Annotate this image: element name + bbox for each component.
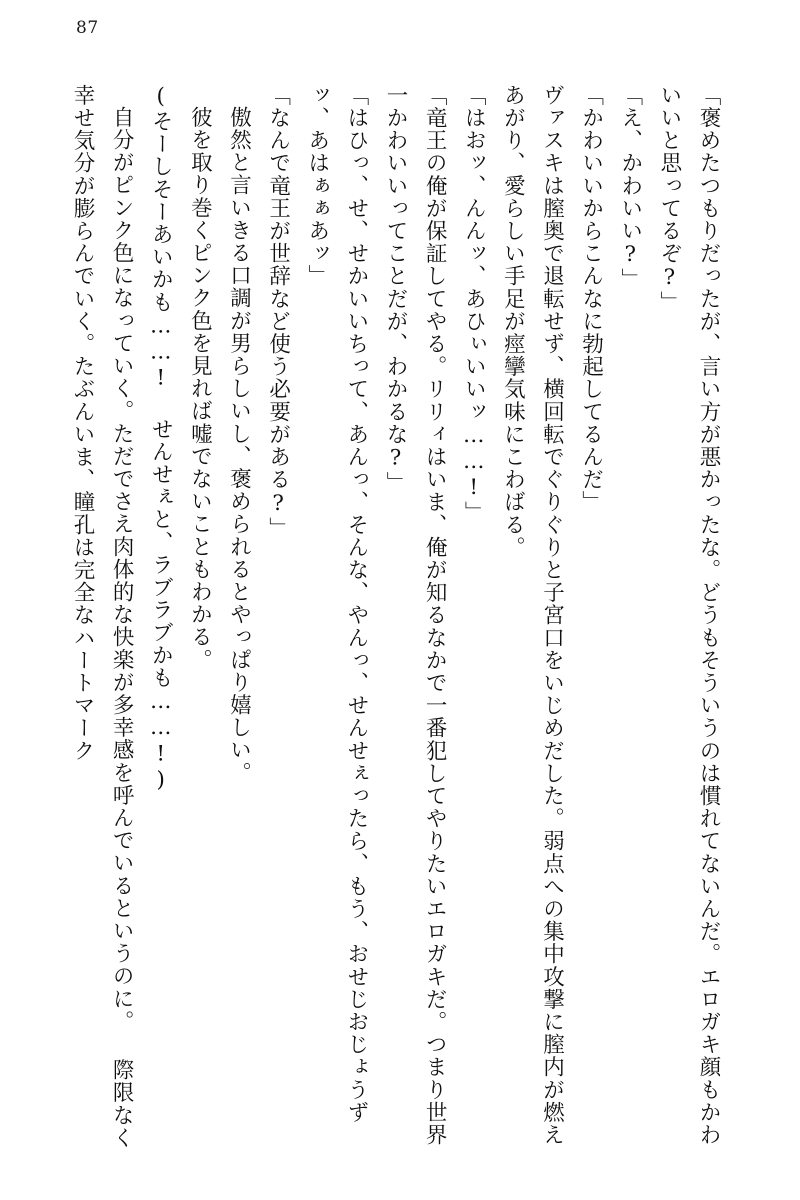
page-number: 87	[76, 18, 99, 38]
paragraph: 「竜王の俺が保証してやる。リリィはいま、俺が知るなかで一番犯してやりたいエロガキだ。つまり世界一かわいいってことだが、わかるな?」	[383, 84, 448, 1147]
page-body-text	[56, 84, 728, 1154]
paragraph: 彼を取り巻くピンク色を見れば嘘でないこともわかる。	[187, 105, 213, 671]
paragraph: 「はおッ、んんッ、あひぃいいッ……!」	[461, 84, 487, 524]
paragraph: 傲然と言いきる口調が男らしいし、褒められるとやっぱり嬉しい。	[226, 105, 252, 784]
paragraph: 「え、かわいい?」	[617, 84, 643, 291]
paragraph: 自分がピンク色になっていく。ただでさえ肉体的な快楽が多幸感を呼んでいるというのに。 際限なく幸せ気分が膨らんでいく。たぶんいま、瞳孔は完全なハートマーク	[70, 84, 135, 1149]
paragraph: 「はひっ、せ、せかいいちって、あんっ、そんな、やんっ、せんせぇったら、もう、おせじおじょうずッ、あはぁぁあッ」	[304, 84, 369, 1124]
paragraph: ヴァスキは膣奥で退転せず、横回転でぐりぐりと子宮口をいじめだした。弱点への集中攻撃に膣内が燃えあがり、愛らしい手足が痙攣気味にこわばる。	[500, 84, 565, 1147]
paragraph: 「褒めたつもりだったが、言い方が悪かったな。どうもそういうのは慣れてないんだ。エロガキ顔もかわいいと思ってるぞ?」	[656, 84, 721, 1147]
paragraph: 「なんで竜王が世辞など使う必要がある?」	[265, 84, 291, 540]
paragraph: 「かわいいからこんなに勃起してるんだ」	[578, 84, 604, 514]
paragraph: (そーしそーあいかも……! せんせぇと、ラブラブかも……!)	[148, 84, 174, 794]
